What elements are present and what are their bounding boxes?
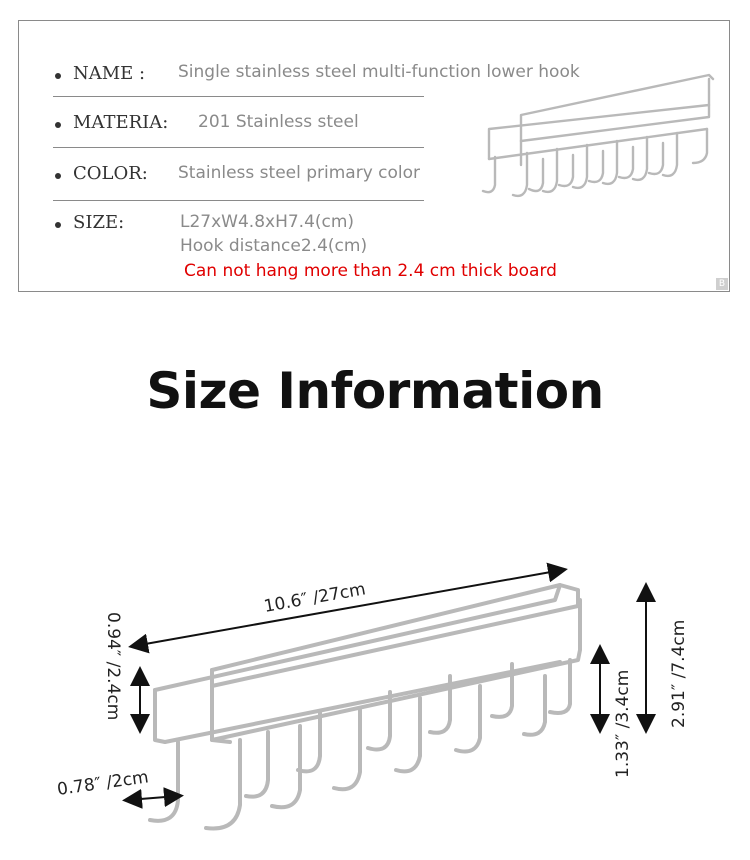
- material-label: MATERIA:: [73, 112, 169, 133]
- hook-height-label: 1.33″ /3.4cm: [613, 669, 633, 778]
- size-label: SIZE:: [73, 212, 125, 233]
- gap-label: 0.94″ /2.4cm: [103, 612, 123, 721]
- color-value: Stainless steel primary color: [178, 163, 421, 183]
- color-label: COLOR:: [73, 163, 148, 184]
- warning-text: Can not hang more than 2.4 cm thick board: [184, 261, 557, 281]
- name-value: Single stainless steel multi-function lower hook: [178, 62, 580, 82]
- total-height-label: 2.91″ /7.4cm: [669, 619, 689, 728]
- name-label: NAME :: [73, 63, 146, 84]
- section-title: Size Information: [146, 362, 604, 420]
- material-value: 201 Stainless steel: [198, 112, 359, 132]
- hook-depth-label: 0.78″ /2cm: [55, 767, 150, 800]
- hook-rack-drawing: [150, 585, 580, 829]
- hook-depth-arrow: [128, 796, 178, 800]
- size-value-hook-distance: Hook distance2.4(cm): [180, 236, 368, 256]
- length-label: 10.6″ /27cm: [262, 579, 368, 617]
- size-value-dimensions: L27xW4.8xH7.4(cm): [180, 212, 355, 232]
- corner-mark: B: [716, 278, 728, 290]
